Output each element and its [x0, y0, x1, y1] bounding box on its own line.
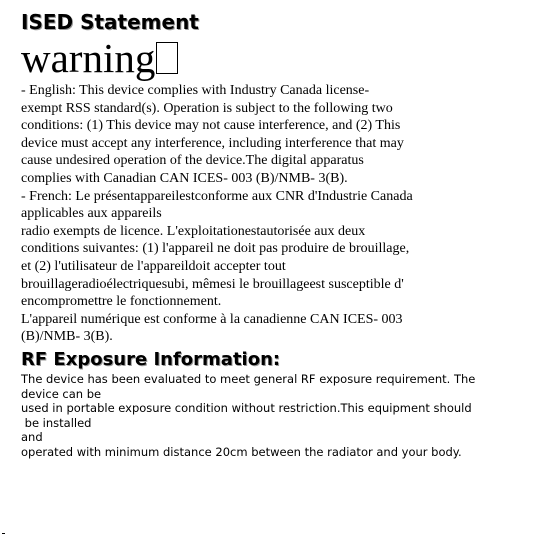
ised-line: exempt RSS standard(s). Operation is subject to the following two [21, 100, 393, 116]
warning-label [21, 36, 526, 80]
ised-line: brouillageradioélectriquesubi, mêmesi le brouillageest susceptible d' [21, 276, 404, 292]
warning-label-text: warning [21, 35, 156, 81]
ised-statement-body [21, 82, 526, 346]
ised-line: applicables aux appareils [21, 206, 162, 222]
ised-line: radio exempts de licence. L'exploitationestautorisée aux deux [21, 223, 366, 239]
ised-line: cause undesired operation of the device.The digital apparatus [21, 153, 364, 169]
ised-statement-heading: ISED Statement [21, 10, 199, 34]
ised-line: - English: This device complies with Industry Canada license- [21, 83, 370, 98]
rf-line: used in portable exposure condition without restriction.This equipment should [21, 401, 472, 416]
ised-line: L'appareil numérique est conforme à la canadienne CAN ICES- 003 [21, 311, 403, 327]
ised-line: conditions suivantes: (1) l'appareil ne doit pas produire de brouillage, [21, 241, 410, 257]
rf-line: device can be [21, 386, 102, 401]
ised-line: et (2) l'utilisateur de l'appareildoit accepter tout [21, 258, 286, 274]
rf-line: operated with minimum distance 20cm between the radiator and your body. [21, 444, 462, 459]
ised-line: complies with Canadian CAN ICES- 003 (B)/NMB- 3(B). [21, 170, 348, 186]
document-page [21, 8, 526, 459]
ised-line: encompromettre le fonctionnement. [21, 294, 222, 310]
corner-mark [2, 533, 5, 534]
rf-line: The device has been evaluated to meet general RF exposure requirement. The [21, 371, 476, 386]
rf-line: be installed [21, 415, 92, 430]
rf-exposure-body [21, 372, 526, 460]
rf-line: and [21, 430, 43, 445]
ised-line: (B)/NMB- 3(B). [21, 329, 113, 345]
ised-line: - French: Le présentappareilestconforme aux CNR d'Industrie Canada [21, 188, 413, 204]
missing-glyph-icon [156, 42, 178, 74]
ised-line: device must accept any interference, including interference that may [21, 135, 404, 151]
rf-exposure-heading: RF Exposure Information: [21, 348, 281, 370]
ised-line: conditions: (1) This device may not cause interference, and (2) This [21, 118, 401, 134]
